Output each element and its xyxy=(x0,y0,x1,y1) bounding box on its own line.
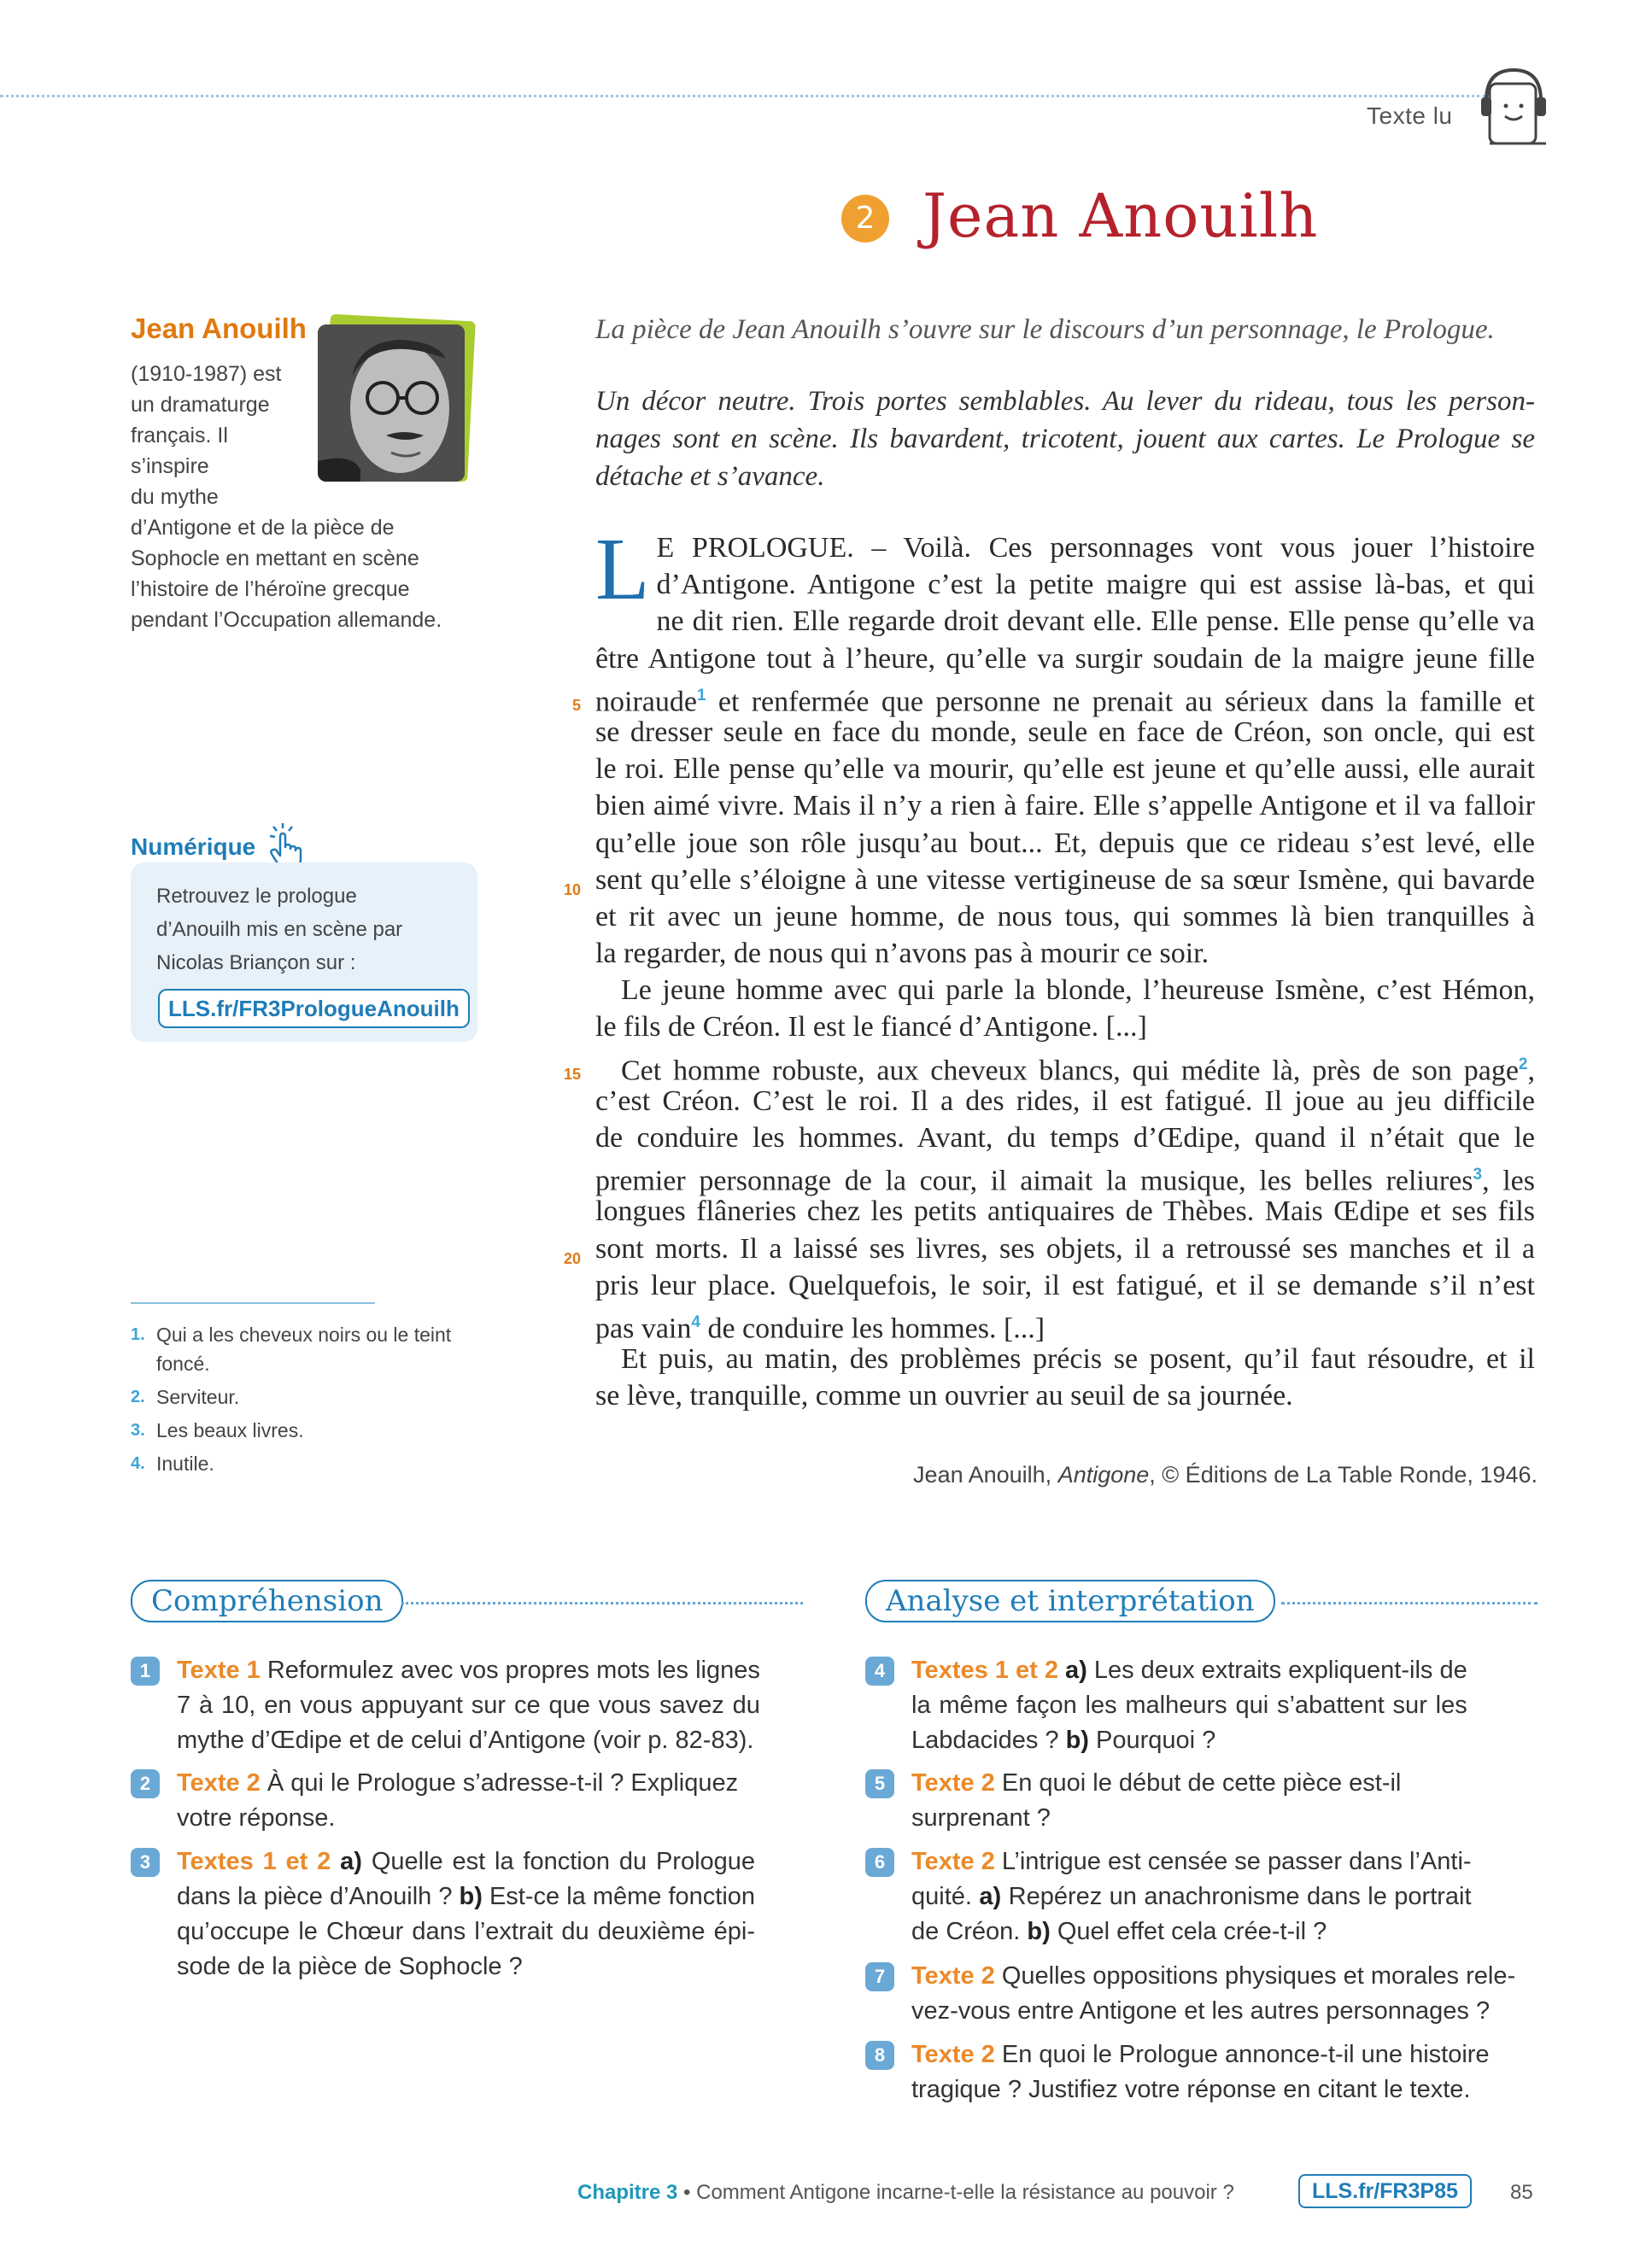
question-4: 4 Textes 1 et 2 a) Les deux extraits expliquent-ils de la même façon les malheurs qui s’abattent sur les Labdacides ? b) Pourquoi ? xyxy=(865,1653,1538,1758)
footnote-ref: 1 xyxy=(696,686,706,704)
analyse-heading: Analyse et interprétation xyxy=(865,1580,1275,1622)
line-number: 15 xyxy=(563,1066,581,1083)
intro-text: La pièce de Jean Anouilh s’ouvre sur le discours d’un personnage, le Prologue. xyxy=(595,314,1495,345)
footnotes xyxy=(131,1320,489,1482)
listening-head-icon xyxy=(1478,65,1549,147)
question-2: 2 Texte 2 À qui le Prologue s’adresse-t-il ? Expliquez votre réponse. xyxy=(131,1766,803,1836)
footer-chapter: Chapitre 3 • Comment Antigone incarne-t-elle la résistance au pouvoir ? xyxy=(577,2181,1234,2204)
question-5: 5 Texte 2 En quoi le début de cette pièce est-il surprenant ? xyxy=(865,1766,1538,1836)
question-7: 7 Texte 2 Quelles oppositions physiques et morales rele- vez-vous entre Antigone et les autres personnages ? xyxy=(865,1959,1538,2029)
question-number: 6 xyxy=(865,1848,894,1877)
question-6: 6 Texte 2 L’intrigue est censée se passer dans l’Anti- quité. a) Repérez un anachronisme dans le portrait de Créon. b) Quel effet cela crée-t-il ? xyxy=(865,1844,1538,1949)
numerique-link[interactable]: LLS.fr/FR3PrologueAnouilh xyxy=(158,989,470,1028)
footnote-ref: 4 xyxy=(691,1312,700,1331)
question-number: 5 xyxy=(865,1769,894,1798)
page-title: Jean Anouilh xyxy=(922,181,1319,251)
stage-directions: Un décor neutre. Trois portes semblables. Au lever du rideau, tous les person- nages sont en scène. Ils bavardent, tricotent, jouent aux cartes. Le Prologue se détache et s’avance. xyxy=(595,386,1535,492)
heading-dotted-rule xyxy=(1281,1602,1538,1605)
source-citation: Jean Anouilh, Antigone, © Éditions de La Table Ronde, 1946. xyxy=(913,1462,1538,1488)
question-8: 8 Texte 2 En quoi le Prologue annonce-t-il une histoire tragique ? Justifiez votre réponse en citant le texte. xyxy=(865,2037,1538,2107)
text-number-badge: 2 xyxy=(841,195,889,243)
question-number: 7 xyxy=(865,1962,894,1991)
drop-cap: L xyxy=(595,520,650,618)
footnote-item: 4. Inutile. xyxy=(131,1453,214,1475)
footnote-item: 2. Serviteur. xyxy=(131,1386,240,1408)
footer-link[interactable]: LLS.fr/FR3P85 xyxy=(1298,2174,1472,2208)
author-biography: (1910-1987) est un dramaturge français. Il s’inspire du mythe d’Antigone et de la pièce de Sophocle en mettant en scène l’histoire de l’héroïne grecque pendant l’Occupation allemande. xyxy=(131,362,442,632)
question-1: 1 Texte 1 Reformulez avec vos propres mots les lignes 7 à 10, en vous appuyant sur ce que vous savez du mythe d’Œdipe et de celui d’Antigone (voir p. 82-83). xyxy=(131,1653,803,1758)
footnote-ref: 2 xyxy=(1518,1055,1528,1073)
comprehension-heading: Compréhension xyxy=(131,1580,403,1622)
author-name: Jean Anouilh xyxy=(131,313,307,344)
section-label: Texte lu xyxy=(1367,102,1453,129)
numerique-description: Retrouvez le prologue d’Anouilh mis en scène par Nicolas Briançon sur : xyxy=(156,885,403,974)
line-number: 10 xyxy=(563,881,581,898)
footnotes-rule xyxy=(131,1302,375,1304)
line-number: 20 xyxy=(563,1250,581,1267)
question-number: 3 xyxy=(131,1848,160,1877)
extract-text: L E PROLOGUE. – Voilà. Ces personnages vont vous jouer l’histoire d’Antigone. Antigone c’est la petite maigre qui est assise là-bas, et qui ne dit rien. Elle regarde droit devant elle. Elle pense. Elle pense qu’elle va être Antigone tout à l’heure, qu’elle va surgir soudain de la maigre jeune fille noiraude$^1$ et renfermée que personne ne prenait au sérieux dans la famille et se dresser seule en face du monde, seule en face de Créon, son oncle, qui est le roi. Elle pense qu’elle va mourir, qu’elle est jeune et qu’elle aussi, elle aurait bien aimé vivre. Mais il n’y a rien à faire. Elle s’appelle Antigone et il va falloir qu’elle joue son rôle jusqu’au bout... Et, depuis que ce rideau s’est levé, elle sent qu’elle s’éloigne à une vitesse vertigineuse de sa sœur Ismène, qui bavarde et rit avec un jeune homme, de nous tous, qui sommes là bien tranquilles à la regarder, de nous qui n’avons pas à mourir ce soir. Le jeune homme avec qui parle la blonde, l’heureuse Ismène, c’est Hémon, le fils de Créon. Il est le fiancé d’Antigone. [...] Cet homme robuste, aux cheveux blancs, qui médite là, près de son page$^2$, c’est Créon. C’est le roi. Il a des rides, il est fatigué. Il joue au jeu difficile de conduire les hommes. Avant, du temps d’Œdipe, quand il n’était que le premier personnage de la cour, il aimait la musique, les belles reliures$^3$, les longues flâneries chez les petits antiquaires de Thèbes. Mais Œdipe et ses fils sont morts. Il a laissé ses livres, ses objets, il a retroussé ses manches et il a pris leur place. Quelquefois, le soir, il est fatigué, et il se demande s’il n’est pas vain$^4$ de conduire les hommes. [...] Et puis, au matin, des problèmes précis se posent, qu’il faut résoudre, et il se lève, tranquille, comme un ouvrier au seuil de sa journée. xyxy=(595,520,1535,1412)
footnote-item: 1. Qui a les cheveux noirs ou le teint foncé. xyxy=(131,1324,452,1375)
line-number: 5 xyxy=(571,697,581,714)
question-3: 3 Textes 1 et 2 a) Quelle est la fonction du Prologue dans la pièce d’Anouilh ? b) Est-ce la même fonction qu’occupe le Chœur dans l’extrait du deuxième épi- sode de la pièce de Sophocle ? xyxy=(131,1844,803,1984)
numerique-label: Numérique xyxy=(131,833,256,860)
question-number: 4 xyxy=(865,1657,894,1686)
page-number: 85 xyxy=(1510,2181,1533,2204)
question-number: 2 xyxy=(131,1769,160,1798)
question-number: 8 xyxy=(865,2041,894,2070)
header-dotted-rule xyxy=(0,95,1486,97)
heading-dotted-rule xyxy=(401,1602,803,1605)
footnote-item: 3. Les beaux livres. xyxy=(131,1419,304,1441)
footnote-ref: 3 xyxy=(1473,1166,1483,1184)
question-number: 1 xyxy=(131,1657,160,1686)
